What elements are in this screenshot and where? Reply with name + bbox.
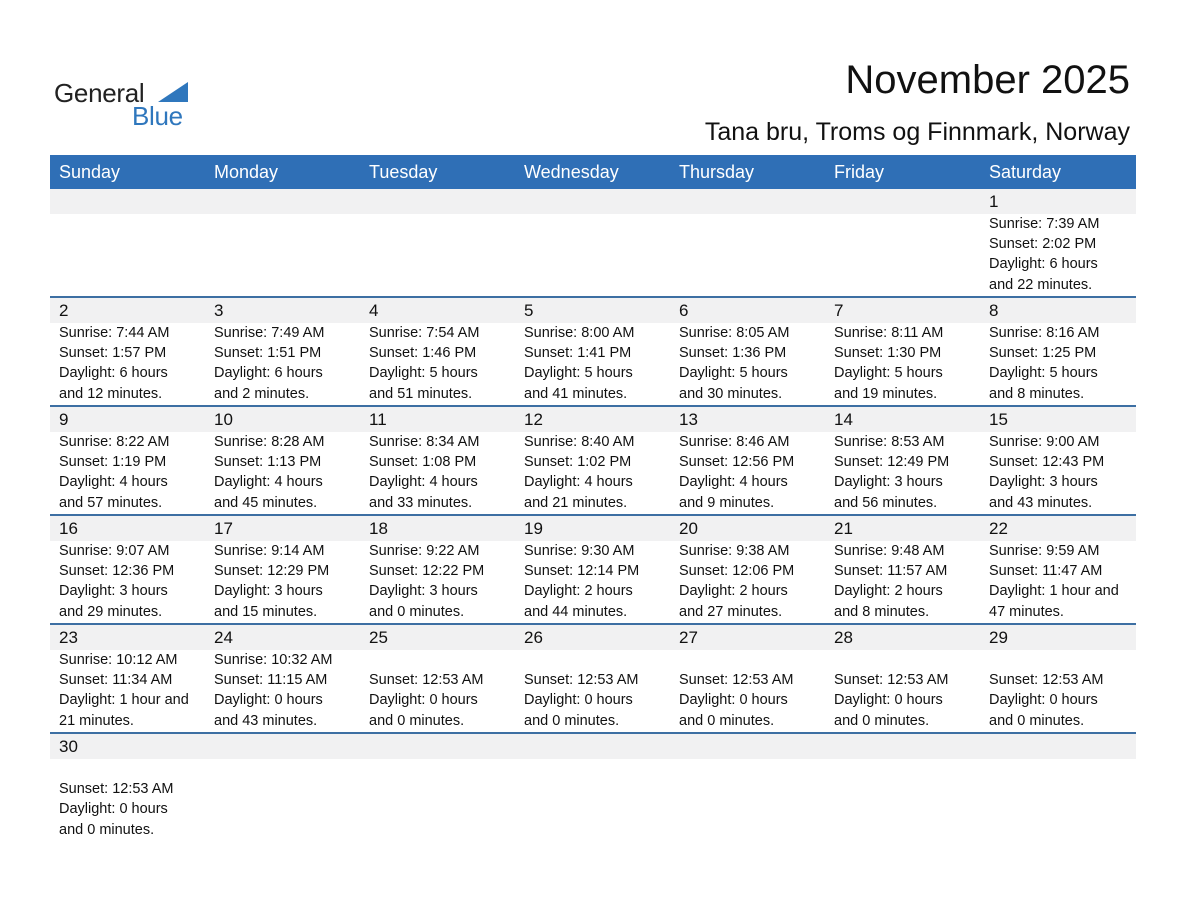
- sunset-text: Sunset: 12:53 AM: [369, 672, 484, 689]
- sunset-text: Sunset: 12:43 PM: [989, 454, 1105, 471]
- sunset-text: [369, 779, 515, 799]
- day-info: [980, 650, 1136, 732]
- daylight-text: Daylight: 0 hours: [214, 692, 323, 709]
- day-number: [50, 189, 205, 214]
- logo-triangle-icon: [158, 82, 188, 102]
- sunset-text: Sunset: 12:29 PM: [214, 563, 330, 580]
- day-number: 4: [369, 301, 379, 320]
- sunrise-text: Sunrise: 8:22 AM: [59, 434, 170, 450]
- day-info-row: [50, 323, 1136, 405]
- day-number: 5: [524, 301, 534, 320]
- day-info: [670, 323, 825, 405]
- sunset-text: Sunset: 12:53 AM: [679, 672, 794, 689]
- daylight-text: Daylight: 2 hours: [679, 583, 788, 600]
- daylight-text: Daylight: 6 hours: [59, 365, 168, 382]
- day-info: [825, 541, 980, 623]
- day-info: [670, 759, 825, 841]
- daylight-text: Daylight: 5 hours: [679, 365, 788, 382]
- daylight-text: Daylight: 6 hours: [989, 256, 1098, 273]
- sunset-text: Sunset: 1:08 PM: [369, 454, 477, 471]
- weekday-header: Tuesday: [369, 162, 438, 182]
- day-number: 30: [59, 737, 78, 756]
- sunrise-text: Sunrise: 9:00 AM: [989, 434, 1100, 450]
- daylight-text: [214, 254, 360, 274]
- day-number-row: [50, 407, 1136, 432]
- day-number: [360, 734, 515, 759]
- sunset-text: Sunset: 1:02 PM: [524, 454, 632, 471]
- day-number: 8: [989, 301, 999, 320]
- sunset-text: Sunset: 1:57 PM: [59, 345, 167, 362]
- sunrise-text: Sunrise: 8:46 AM: [679, 434, 790, 450]
- sunrise-text: [834, 650, 980, 670]
- sunrise-text: Sunrise: 8:34 AM: [369, 434, 480, 450]
- sunset-text: Sunset: 12:49 PM: [834, 454, 950, 471]
- sunrise-text: Sunrise: 8:00 AM: [524, 325, 635, 341]
- daylight-text: [214, 275, 360, 295]
- daylight-text: 21 minutes.: [59, 712, 134, 729]
- daylight-text: Daylight: 3 hours: [369, 583, 478, 600]
- daylight-text: Daylight: 0 hours: [59, 801, 168, 818]
- sunrise-text: Sunrise: 9:22 AM: [369, 543, 480, 559]
- daylight-text: and 15 minutes.: [214, 603, 318, 620]
- sunset-text: [59, 234, 205, 254]
- sunrise-text: [214, 214, 360, 234]
- daylight-text: and 51 minutes.: [369, 385, 473, 402]
- day-number: 12: [524, 410, 543, 429]
- day-number: [515, 189, 670, 214]
- daylight-text: Daylight: 4 hours: [59, 474, 168, 491]
- day-number-row: [50, 189, 1136, 214]
- day-number: 14: [834, 410, 853, 429]
- day-info: [205, 214, 360, 296]
- day-number: 25: [369, 628, 388, 647]
- day-number: 15: [989, 410, 1008, 429]
- day-number: 10: [214, 410, 233, 429]
- sunrise-text: Sunrise: 8:28 AM: [214, 434, 325, 450]
- day-info: [205, 323, 360, 405]
- day-number: 7: [834, 301, 844, 320]
- sunrise-text: [679, 650, 825, 670]
- day-info: [50, 323, 205, 405]
- day-number-row: [50, 298, 1136, 323]
- day-number: 24: [214, 628, 233, 647]
- day-number: 17: [214, 519, 233, 538]
- day-info: [50, 759, 205, 841]
- sunset-text: Sunset: 1:51 PM: [214, 345, 322, 362]
- day-number: 23: [59, 628, 78, 647]
- daylight-text: [679, 799, 825, 819]
- week-row: [50, 407, 1136, 516]
- daylight-text: and 43 minutes.: [989, 494, 1093, 511]
- day-number: [205, 189, 360, 214]
- sunset-text: Sunset: 12:53 AM: [524, 672, 639, 689]
- daylight-text: Daylight: 4 hours: [524, 474, 633, 491]
- sunset-text: Sunset: 11:15 AM: [214, 672, 328, 689]
- sunset-text: [834, 779, 980, 799]
- sunrise-text: Sunrise: 9:48 AM: [834, 543, 945, 559]
- day-number: 19: [524, 519, 543, 538]
- day-number: 13: [679, 410, 698, 429]
- daylight-text: and 2 minutes.: [214, 385, 310, 402]
- daylight-text: Daylight: 1 hour and: [59, 692, 189, 709]
- sunset-text: Sunset: 12:56 PM: [679, 454, 795, 471]
- daylight-text: and 44 minutes.: [524, 603, 628, 620]
- day-info: [980, 214, 1136, 296]
- weekday-header: Friday: [834, 162, 885, 182]
- daylight-text: [369, 254, 515, 274]
- day-info: [515, 541, 670, 623]
- day-number: [670, 734, 825, 759]
- daylight-text: [369, 820, 515, 840]
- sunrise-text: [369, 650, 515, 670]
- week-row: [50, 625, 1136, 734]
- day-number-row: [50, 516, 1136, 541]
- day-info: [670, 432, 825, 514]
- daylight-text: Daylight: 2 hours: [524, 583, 633, 600]
- logo-general-text: General: [54, 78, 145, 108]
- page-title: November 2025: [845, 58, 1130, 102]
- week-row: [50, 298, 1136, 407]
- week-row: [50, 189, 1136, 298]
- week-row: [50, 734, 1136, 841]
- day-info: [205, 759, 360, 841]
- daylight-text: [214, 799, 360, 819]
- sunset-text: Sunset: 12:53 AM: [834, 672, 949, 689]
- day-info: [980, 759, 1136, 841]
- daylight-text: and 0 minutes.: [679, 712, 775, 729]
- sunrise-text: Sunrise: 8:53 AM: [834, 434, 945, 450]
- sunrise-text: Sunrise: 7:49 AM: [214, 325, 325, 341]
- day-number: 27: [679, 628, 698, 647]
- day-number: 16: [59, 519, 78, 538]
- daylight-text: [524, 820, 670, 840]
- location-subtitle: Tana bru, Troms og Finnmark, Norway: [704, 118, 1130, 146]
- sunset-text: [214, 234, 360, 254]
- daylight-text: Daylight: 4 hours: [679, 474, 788, 491]
- weeks-container: [50, 189, 1136, 841]
- sunrise-text: Sunrise: 9:30 AM: [524, 543, 635, 559]
- daylight-text: and 41 minutes.: [524, 385, 628, 402]
- daylight-text: [524, 799, 670, 819]
- sunrise-text: [834, 214, 980, 234]
- daylight-text: and 8 minutes.: [834, 603, 930, 620]
- daylight-text: and 19 minutes.: [834, 385, 938, 402]
- day-info: [360, 650, 515, 732]
- sunset-text: [834, 234, 980, 254]
- daylight-text: and 8 minutes.: [989, 385, 1085, 402]
- sunrise-text: Sunrise: 9:38 AM: [679, 543, 790, 559]
- daylight-text: and 21 minutes.: [524, 494, 628, 511]
- daylight-text: and 0 minutes.: [369, 712, 465, 729]
- day-info: [50, 541, 205, 623]
- daylight-text: [679, 275, 825, 295]
- sunset-text: Sunset: 1:13 PM: [214, 454, 322, 471]
- sunset-text: Sunset: 1:46 PM: [369, 345, 477, 362]
- day-number: 21: [834, 519, 853, 538]
- sunrise-text: [679, 759, 825, 779]
- sunrise-text: Sunrise: 7:44 AM: [59, 325, 170, 341]
- day-info: [515, 214, 670, 296]
- sunset-text: [524, 779, 670, 799]
- day-info-row: [50, 432, 1136, 514]
- day-number: [980, 734, 1136, 759]
- weekday-header-row: [50, 155, 1136, 189]
- day-number: 22: [989, 519, 1008, 538]
- sunset-text: Sunset: 12:36 PM: [59, 563, 175, 580]
- day-number: [825, 189, 980, 214]
- daylight-text: Daylight: 6 hours: [214, 365, 323, 382]
- day-number: [360, 189, 515, 214]
- sunset-text: Sunset: 11:57 AM: [834, 563, 948, 580]
- daylight-text: Daylight: 5 hours: [524, 365, 633, 382]
- daylight-text: and 33 minutes.: [369, 494, 473, 511]
- daylight-text: [524, 254, 670, 274]
- daylight-text: Daylight: 3 hours: [989, 474, 1098, 491]
- daylight-text: [679, 254, 825, 274]
- day-info: [50, 650, 205, 732]
- daylight-text: and 29 minutes.: [59, 603, 163, 620]
- day-info: [825, 432, 980, 514]
- sunset-text: Sunset: 1:36 PM: [679, 345, 787, 362]
- daylight-text: Daylight: 3 hours: [59, 583, 168, 600]
- day-info-row: [50, 759, 1136, 841]
- daylight-text: [834, 275, 980, 295]
- daylight-text: [989, 820, 1136, 840]
- daylight-text: Daylight: 3 hours: [834, 474, 943, 491]
- sunset-text: Sunset: 12:22 PM: [369, 563, 485, 580]
- daylight-text: Daylight: 1 hour and: [989, 583, 1119, 600]
- sunrise-text: Sunrise: 10:32 AM: [214, 652, 333, 668]
- sunrise-text: [524, 214, 670, 234]
- daylight-text: Daylight: 0 hours: [679, 692, 788, 709]
- daylight-text: [989, 799, 1136, 819]
- day-number: 20: [679, 519, 698, 538]
- daylight-text: and 45 minutes.: [214, 494, 318, 511]
- sunrise-text: Sunrise: 8:40 AM: [524, 434, 635, 450]
- daylight-text: and 30 minutes.: [679, 385, 783, 402]
- day-info-row: [50, 650, 1136, 732]
- daylight-text: and 0 minutes.: [989, 712, 1085, 729]
- sunrise-text: Sunrise: 9:07 AM: [59, 543, 170, 559]
- sunset-text: Sunset: 12:53 AM: [59, 781, 174, 798]
- sunrise-text: Sunrise: 8:05 AM: [679, 325, 790, 341]
- sunrise-text: Sunrise: 8:16 AM: [989, 325, 1100, 341]
- daylight-text: [524, 275, 670, 295]
- day-number: 29: [989, 628, 1008, 647]
- daylight-text: Daylight: 0 hours: [524, 692, 633, 709]
- daylight-text: and 12 minutes.: [59, 385, 163, 402]
- sunrise-text: Sunrise: 7:54 AM: [369, 325, 480, 341]
- sunrise-text: [59, 214, 205, 234]
- sunset-text: Sunset: 2:02 PM: [989, 236, 1097, 253]
- daylight-text: [834, 820, 980, 840]
- day-info: [515, 650, 670, 732]
- sunrise-text: Sunrise: 7:39 AM: [989, 216, 1100, 232]
- day-info: [670, 650, 825, 732]
- daylight-text: Daylight: 0 hours: [989, 692, 1098, 709]
- sunrise-text: [369, 214, 515, 234]
- day-number: 2: [59, 301, 69, 320]
- day-info: [825, 214, 980, 296]
- day-number: [205, 734, 360, 759]
- day-number: 6: [679, 301, 689, 320]
- day-info: [980, 432, 1136, 514]
- day-number: 3: [214, 301, 224, 320]
- day-info: [670, 541, 825, 623]
- daylight-text: Daylight: 3 hours: [214, 583, 323, 600]
- sunset-text: [524, 234, 670, 254]
- daylight-text: Daylight: 4 hours: [369, 474, 478, 491]
- day-info: [360, 323, 515, 405]
- sunset-text: [989, 779, 1136, 799]
- day-info: [825, 323, 980, 405]
- sunrise-text: [524, 759, 670, 779]
- daylight-text: and 57 minutes.: [59, 494, 163, 511]
- sunset-text: [679, 779, 825, 799]
- daylight-text: Daylight: 0 hours: [834, 692, 943, 709]
- sunset-text: [214, 779, 360, 799]
- day-number: 28: [834, 628, 853, 647]
- daylight-text: [59, 275, 205, 295]
- sunset-text: [369, 234, 515, 254]
- daylight-text: [214, 820, 360, 840]
- day-info: [515, 323, 670, 405]
- day-info: [50, 432, 205, 514]
- daylight-text: Daylight: 4 hours: [214, 474, 323, 491]
- sunset-text: [679, 234, 825, 254]
- sunrise-text: Sunrise: 9:14 AM: [214, 543, 325, 559]
- daylight-text: and 9 minutes.: [679, 494, 775, 511]
- sunrise-text: Sunrise: 8:11 AM: [834, 325, 944, 341]
- day-info: [980, 323, 1136, 405]
- sunset-text: Sunset: 12:53 AM: [989, 672, 1104, 689]
- day-info-row: [50, 541, 1136, 623]
- daylight-text: and 43 minutes.: [214, 712, 318, 729]
- week-row: [50, 516, 1136, 625]
- day-info: [360, 432, 515, 514]
- day-info: [205, 650, 360, 732]
- day-info: [205, 541, 360, 623]
- sunset-text: Sunset: 12:06 PM: [679, 563, 795, 580]
- sunrise-text: [679, 214, 825, 234]
- sunset-text: Sunset: 1:19 PM: [59, 454, 167, 471]
- sunset-text: Sunset: 1:41 PM: [524, 345, 632, 362]
- daylight-text: [679, 820, 825, 840]
- day-info: [515, 432, 670, 514]
- day-number: 9: [59, 410, 69, 429]
- daylight-text: [834, 799, 980, 819]
- daylight-text: [369, 799, 515, 819]
- daylight-text: and 0 minutes.: [834, 712, 930, 729]
- sunrise-text: [214, 759, 360, 779]
- day-number-row: [50, 734, 1136, 759]
- sunrise-text: [989, 650, 1136, 670]
- daylight-text: Daylight: 5 hours: [369, 365, 478, 382]
- sunrise-text: [989, 759, 1136, 779]
- day-info: [980, 541, 1136, 623]
- daylight-text: Daylight: 2 hours: [834, 583, 943, 600]
- sunset-text: Sunset: 12:14 PM: [524, 563, 640, 580]
- weekday-header: Wednesday: [524, 162, 619, 182]
- day-info: [825, 759, 980, 841]
- day-info: [205, 432, 360, 514]
- day-info: [515, 759, 670, 841]
- daylight-text: Daylight: 5 hours: [989, 365, 1098, 382]
- sunrise-text: [369, 759, 515, 779]
- day-info: [670, 214, 825, 296]
- day-info: [360, 214, 515, 296]
- daylight-text: Daylight: 5 hours: [834, 365, 943, 382]
- daylight-text: Daylight: 0 hours: [369, 692, 478, 709]
- day-info: [50, 214, 205, 296]
- sunset-text: Sunset: 1:30 PM: [834, 345, 942, 362]
- daylight-text: and 0 minutes.: [524, 712, 620, 729]
- daylight-text: and 22 minutes.: [989, 276, 1093, 293]
- day-info-row: [50, 214, 1136, 296]
- daylight-text: and 0 minutes.: [369, 603, 465, 620]
- sunset-text: Sunset: 11:47 AM: [989, 563, 1103, 580]
- daylight-text: [834, 254, 980, 274]
- day-number: 26: [524, 628, 543, 647]
- day-number: 11: [369, 410, 387, 429]
- weekday-header: Saturday: [989, 162, 1062, 182]
- daylight-text: [59, 254, 205, 274]
- calendar-grid: [50, 155, 1136, 841]
- sunrise-text: Sunrise: 9:59 AM: [989, 543, 1100, 559]
- daylight-text: and 56 minutes.: [834, 494, 938, 511]
- day-number: [825, 734, 980, 759]
- day-number: [670, 189, 825, 214]
- logo-blue-text: Blue: [132, 101, 183, 131]
- day-info: [360, 541, 515, 623]
- day-number-row: [50, 625, 1136, 650]
- sunrise-text: [524, 650, 670, 670]
- weekday-header: Sunday: [59, 162, 121, 182]
- day-info: [360, 759, 515, 841]
- sunrise-text: [59, 759, 205, 779]
- daylight-text: 47 minutes.: [989, 603, 1064, 620]
- day-number: 1: [989, 192, 999, 211]
- logo: [54, 78, 194, 130]
- daylight-text: and 27 minutes.: [679, 603, 783, 620]
- daylight-text: [369, 275, 515, 295]
- day-info: [825, 650, 980, 732]
- sunset-text: Sunset: 11:34 AM: [59, 672, 173, 689]
- day-number: 18: [369, 519, 388, 538]
- daylight-text: and 0 minutes.: [59, 821, 155, 838]
- sunrise-text: [834, 759, 980, 779]
- sunrise-text: Sunrise: 10:12 AM: [59, 652, 178, 668]
- weekday-header: Monday: [214, 162, 279, 182]
- day-number: [515, 734, 670, 759]
- sunset-text: Sunset: 1:25 PM: [989, 345, 1097, 362]
- weekday-header: Thursday: [679, 162, 755, 182]
